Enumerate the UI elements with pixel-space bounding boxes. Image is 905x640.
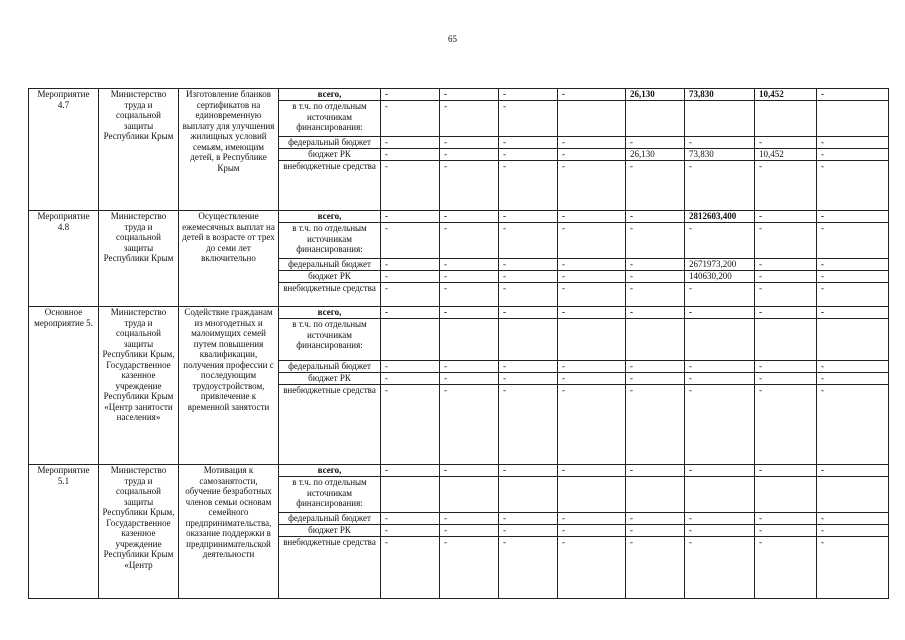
amount-cell: - [499,307,558,319]
amount-cell: - [499,373,558,385]
amount-cell [558,319,626,361]
amount-cell: - [440,525,499,537]
amount-cell [685,477,755,513]
amount-cell: - [499,361,558,373]
amount-cell [499,477,558,513]
amount-cell: - [755,223,817,259]
amount-cell: 140630,200 [685,271,755,283]
funding-source-label: внебюджетные средства [279,161,381,211]
amount-cell: - [440,271,499,283]
funding-source-label: федеральный бюджет [279,259,381,271]
description-cell: Осуществление ежемесячных выплат на детей в возрасте от трех до семи лет включительно [179,211,279,307]
amount-cell: - [499,465,558,477]
table-row [29,465,889,477]
amount-cell: - [558,271,626,283]
amount-cell: - [381,525,440,537]
amount-cell: - [381,161,440,211]
amount-cell: - [381,537,440,599]
amount-cell: - [440,465,499,477]
amount-cell: - [558,137,626,149]
amount-cell: - [755,161,817,211]
amount-cell: - [626,271,685,283]
event-cell: Основное мероприятие 5. [29,307,99,465]
amount-cell: - [558,525,626,537]
amount-cell [755,101,817,137]
amount-cell: - [440,361,499,373]
table-row [29,89,889,101]
amount-cell: - [755,259,817,271]
funding-source-label: всего, [279,211,381,223]
amount-cell: - [558,465,626,477]
funding-source-label: в т.ч. по отдельным источникам финансирования: [279,223,381,259]
amount-cell: - [558,513,626,525]
amount-cell: - [755,537,817,599]
amount-cell: - [817,283,889,307]
amount-cell: - [381,513,440,525]
amount-cell [755,477,817,513]
amount-cell: - [499,101,558,137]
amount-cell: - [626,283,685,307]
table-row [29,211,889,223]
amount-cell: - [440,537,499,599]
amount-cell: - [440,149,499,161]
amount-cell: - [499,271,558,283]
page-number: 65 [448,34,457,44]
funding-source-label: внебюджетные средства [279,385,381,465]
amount-cell: - [558,89,626,101]
amount-cell: - [817,137,889,149]
executor-cell: Министерство труда и социальной защиты Республики Крым [99,89,179,211]
funding-source-label: бюджет РК [279,525,381,537]
amount-cell: - [381,271,440,283]
amount-cell: - [499,525,558,537]
table-row [29,307,889,319]
amount-cell: - [499,283,558,307]
amount-cell [817,101,889,137]
amount-cell: - [817,373,889,385]
amount-cell: - [381,373,440,385]
amount-cell [558,101,626,137]
amount-cell: 26,130 [626,89,685,101]
funding-source-label: бюджет РК [279,271,381,283]
amount-cell [626,319,685,361]
event-cell: Мероприятие 5.1 [29,465,99,599]
amount-cell: - [626,307,685,319]
funding-source-label: всего, [279,307,381,319]
amount-cell: - [499,211,558,223]
amount-cell: - [499,537,558,599]
amount-cell: - [440,223,499,259]
amount-cell: - [626,537,685,599]
amount-cell: - [685,385,755,465]
amount-cell: - [558,149,626,161]
funding-source-label: внебюджетные средства [279,283,381,307]
amount-cell: - [381,223,440,259]
amount-cell: - [499,149,558,161]
amount-cell: - [558,223,626,259]
amount-cell: - [685,161,755,211]
amount-cell [817,477,889,513]
amount-cell: - [817,89,889,101]
amount-cell: - [817,525,889,537]
funding-source-label: всего, [279,89,381,101]
amount-cell: 2812603,400 [685,211,755,223]
amount-cell: - [558,307,626,319]
amount-cell: - [755,211,817,223]
amount-cell: - [817,223,889,259]
amount-cell: - [381,149,440,161]
amount-cell: - [499,137,558,149]
amount-cell: - [440,307,499,319]
amount-cell: - [626,525,685,537]
amount-cell [685,101,755,137]
amount-cell [558,477,626,513]
amount-cell: - [817,211,889,223]
amount-cell: - [626,137,685,149]
funding-source-label: федеральный бюджет [279,137,381,149]
description-cell: Мотивация к самозанятости, обучение безработных членов семьи основам семейного предпринимательства, оказание поддержки в предпринимательской деятельности [179,465,279,599]
funding-source-label: федеральный бюджет [279,513,381,525]
amount-cell [381,319,440,361]
amount-cell: - [440,283,499,307]
amount-cell: - [817,465,889,477]
amount-cell: - [499,89,558,101]
amount-cell: - [381,137,440,149]
amount-cell: - [381,283,440,307]
amount-cell: - [755,373,817,385]
amount-cell: - [755,307,817,319]
funding-source-label: федеральный бюджет [279,361,381,373]
amount-cell: - [685,513,755,525]
amount-cell: - [685,307,755,319]
amount-cell: - [626,373,685,385]
amount-cell: - [755,271,817,283]
amount-cell: - [381,89,440,101]
amount-cell: 10,452 [755,89,817,101]
amount-cell: - [685,465,755,477]
amount-cell: - [440,373,499,385]
amount-cell: - [626,211,685,223]
funding-source-label: в т.ч. по отдельным источникам финансирования: [279,101,381,137]
description-cell: Содействие гражданам из многодетных и малоимущих семей путем повышения квалификации, получения профессии с последующим трудоустройством, привлечение к временной занятости [179,307,279,465]
amount-cell: - [685,361,755,373]
amount-cell: - [755,385,817,465]
amount-cell: - [558,373,626,385]
executor-cell: Министерство труда и социальной защиты Республики Крым, Государственное казенное учреждение Республики Крым «Центр занятости населения» [99,307,179,465]
amount-cell: - [499,259,558,271]
amount-cell: - [558,161,626,211]
amount-cell [440,477,499,513]
amount-cell [626,101,685,137]
amount-cell: - [440,161,499,211]
amount-cell: - [685,283,755,307]
amount-cell: - [440,211,499,223]
amount-cell: - [440,137,499,149]
amount-cell: - [817,259,889,271]
amount-cell: - [499,513,558,525]
amount-cell: - [558,283,626,307]
event-cell: Мероприятие 4.8 [29,211,99,307]
amount-cell: - [817,385,889,465]
amount-cell: 2671973,200 [685,259,755,271]
amount-cell: - [381,465,440,477]
funding-source-label: внебюджетные средства [279,537,381,599]
funding-source-label: всего, [279,465,381,477]
executor-cell: Министерство труда и социальной защиты Республики Крым, Государственное казенное учреждение Республики Крым «Центр [99,465,179,599]
amount-cell: - [685,223,755,259]
amount-cell: 73,830 [685,89,755,101]
amount-cell: - [626,259,685,271]
funding-table [28,88,889,599]
executor-cell: Министерство труда и социальной защиты Республики Крым [99,211,179,307]
amount-cell: - [381,307,440,319]
description-cell: Изготовление бланков сертификатов на единовременную выплату для улучшения жилищных условий семьям, имеющим детей, в Республике Крым [179,89,279,211]
amount-cell: - [626,465,685,477]
amount-cell: - [755,361,817,373]
amount-cell [440,319,499,361]
amount-cell: - [817,537,889,599]
amount-cell: - [381,259,440,271]
amount-cell: - [755,513,817,525]
amount-cell: - [499,223,558,259]
amount-cell: - [817,307,889,319]
amount-cell: - [626,513,685,525]
amount-cell: - [755,137,817,149]
amount-cell: - [440,513,499,525]
amount-cell: - [558,259,626,271]
event-cell: Мероприятие 4.7 [29,89,99,211]
amount-cell [817,319,889,361]
amount-cell: - [685,137,755,149]
amount-cell: - [817,361,889,373]
amount-cell: - [381,361,440,373]
amount-cell: - [817,513,889,525]
amount-cell [685,319,755,361]
amount-cell: - [817,149,889,161]
amount-cell: - [381,211,440,223]
funding-source-label: в т.ч. по отдельным источникам финансирования: [279,477,381,513]
amount-cell: - [626,223,685,259]
amount-cell: - [499,161,558,211]
amount-cell: - [817,271,889,283]
funding-source-label: бюджет РК [279,373,381,385]
amount-cell [499,319,558,361]
amount-cell: - [755,525,817,537]
amount-cell: - [685,525,755,537]
amount-cell: - [440,385,499,465]
amount-cell: - [685,537,755,599]
amount-cell: - [755,465,817,477]
amount-cell: - [626,361,685,373]
amount-cell: - [685,373,755,385]
amount-cell: - [499,385,558,465]
amount-cell: - [440,259,499,271]
funding-source-label: бюджет РК [279,149,381,161]
amount-cell [626,477,685,513]
amount-cell: - [381,101,440,137]
amount-cell [755,319,817,361]
amount-cell: - [817,161,889,211]
amount-cell: 10,452 [755,149,817,161]
amount-cell: - [558,361,626,373]
funding-source-label: в т.ч. по отдельным источникам финансирования: [279,319,381,361]
amount-cell: - [558,385,626,465]
amount-cell [381,477,440,513]
amount-cell: - [626,161,685,211]
amount-cell: 73,830 [685,149,755,161]
amount-cell: - [558,537,626,599]
amount-cell: - [626,385,685,465]
amount-cell: - [558,211,626,223]
amount-cell: 26,130 [626,149,685,161]
amount-cell: - [440,89,499,101]
amount-cell: - [755,283,817,307]
amount-cell: - [440,101,499,137]
amount-cell: - [381,385,440,465]
